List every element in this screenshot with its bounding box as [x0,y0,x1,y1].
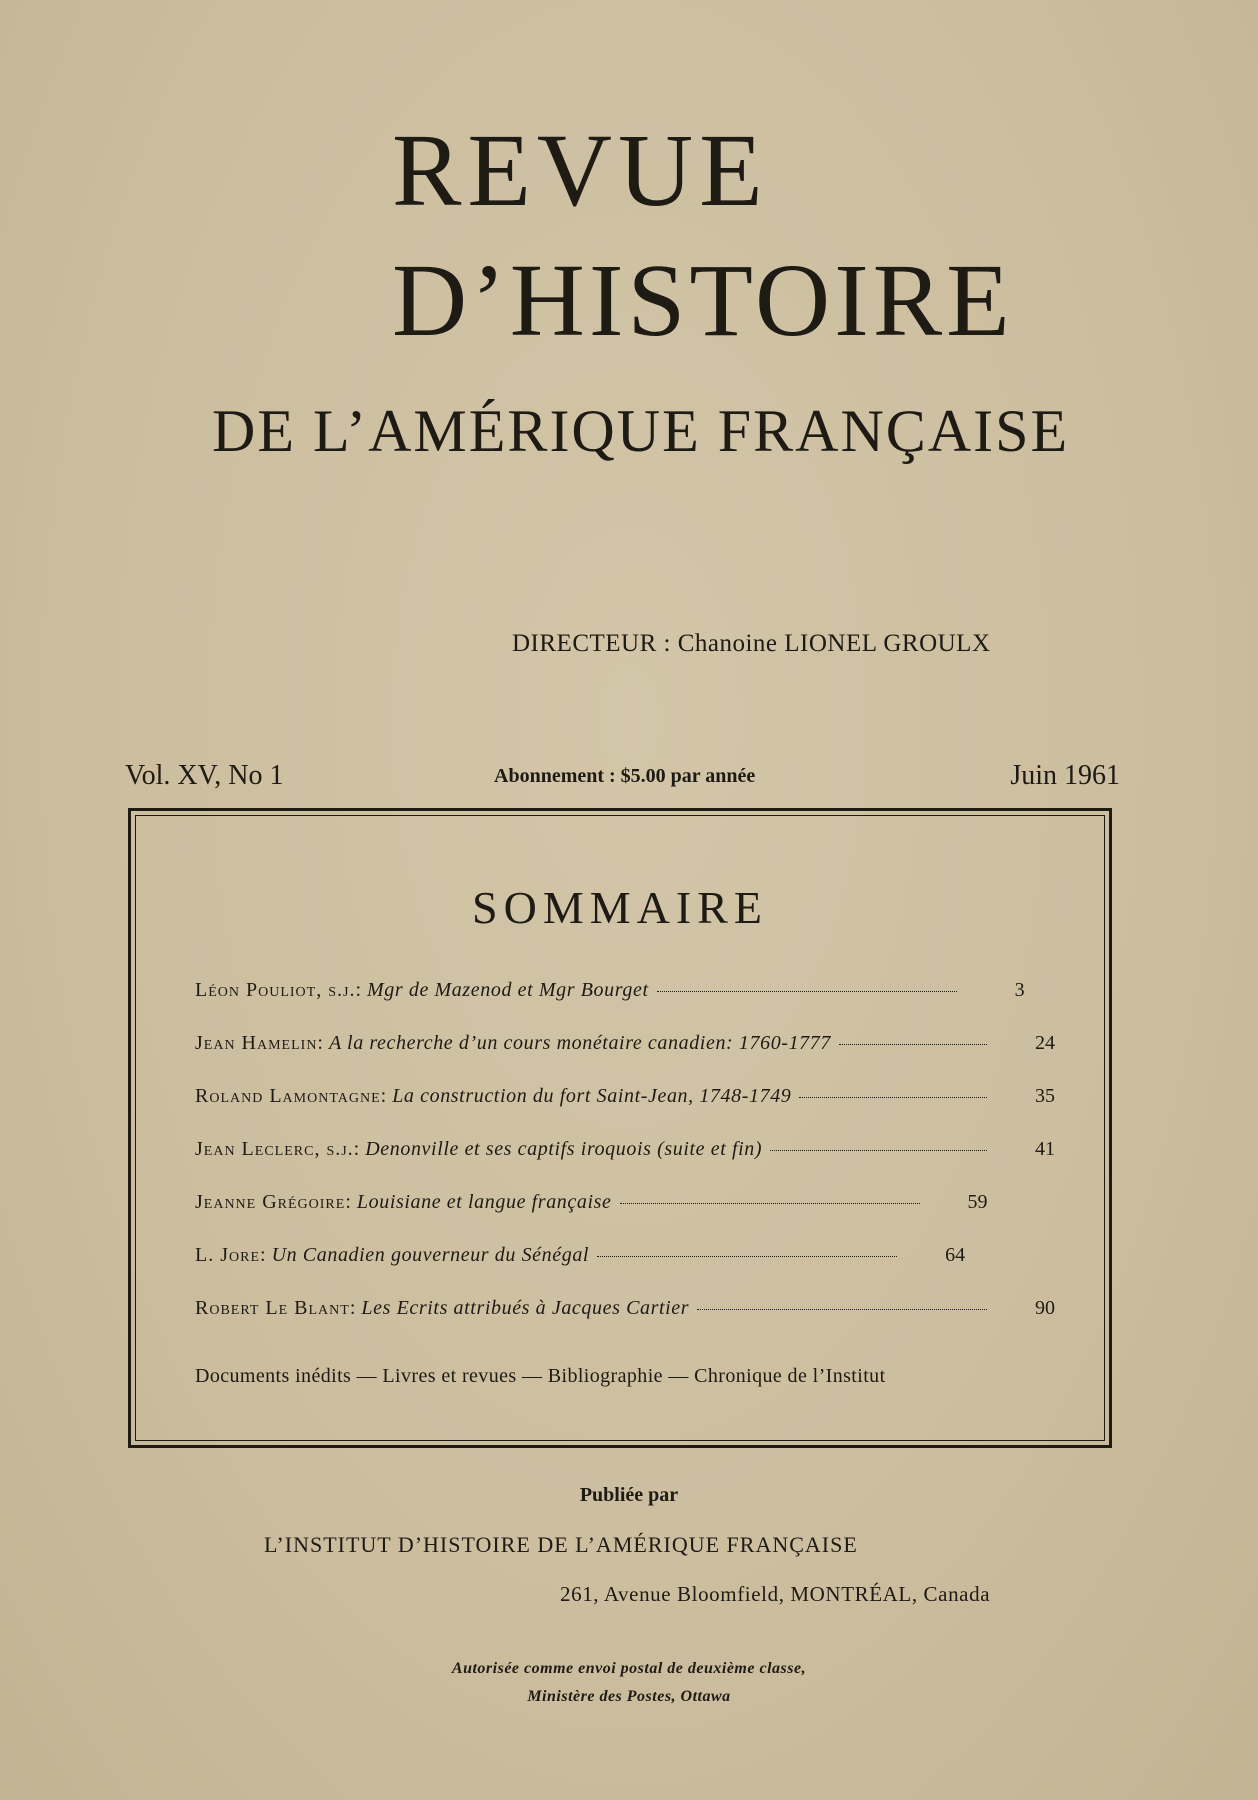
toc-author: Jean Hamelin: [195,1032,324,1054]
toc-entry [195,1297,1055,1350]
sommaire-heading: SOMMAIRE [472,882,768,933]
subscription-price: Abonnement : $5.00 par année [494,765,756,787]
toc-entry [195,979,1055,1032]
toc-entry [195,1085,1055,1138]
title-line-1: REVUE [392,113,769,228]
toc-page-number: 3 [1014,979,1025,1001]
toc-page-number: 35 [1035,1085,1055,1107]
leader-dots [657,991,957,992]
toc-article-title: Les Ecrits attribués à Jacques Cartier [361,1297,690,1319]
postal-notice-line-2: Ministère des Postes, Ottawa [527,1688,731,1705]
toc-article-title: Denonville et ses captifs iroquois (suite et fin) [365,1138,763,1160]
table-of-contents-box [128,808,1112,1448]
toc-entry [195,1244,1055,1297]
postal-notice-line-1: Autorisée comme envoi postal de deuxième classe, [451,1660,807,1677]
leader-dots [620,1203,920,1204]
toc-author: Léon Pouliot, s.j.: [195,979,362,1001]
toc-entry [195,1191,1055,1244]
volume-number: Vol. XV, No 1 [125,760,284,791]
toc-author: Jean Leclerc, s.j.: [195,1138,361,1160]
toc-article-title: Mgr de Mazenod et Mgr Bourget [367,979,649,1001]
toc-entry [195,1138,1055,1191]
director-line: DIRECTEUR : Chanoine LIONEL GROULX [512,630,991,657]
toc-page-number: 90 [1035,1297,1055,1319]
table-of-contents-list [195,979,1055,1350]
toc-author: Roland Lamontagne: [195,1085,388,1107]
issue-date: Juin 1961 [1010,760,1120,791]
toc-author: L. Jore: [195,1244,267,1266]
leader-dots [697,1309,987,1310]
toc-article-title: Un Canadien gouverneur du Sénégal [271,1244,590,1266]
toc-page-number: 64 [945,1244,966,1266]
published-by-label: Publiée par [579,1484,679,1506]
publisher-address: 261, Avenue Bloomfield, MONTRÉAL, Canada [560,1582,991,1606]
toc-author: Jeanne Grégoire: [195,1191,352,1213]
toc-entry [195,1032,1055,1085]
title-line-3: DE L’AMÉRIQUE FRANÇAISE [212,398,1070,464]
toc-article-title: Louisiane et langue française [356,1191,612,1213]
toc-author: Robert Le Blant: [195,1297,357,1319]
toc-page-number: 59 [967,1191,988,1213]
leader-dots [597,1256,897,1257]
leader-dots [839,1044,987,1045]
leader-dots [799,1097,987,1098]
leader-dots [770,1150,987,1151]
toc-page-number: 24 [1035,1032,1055,1054]
toc-article-title: A la recherche d’un cours monétaire canadien: 1760-1777 [329,1032,831,1054]
sections-list: Documents inédits — Livres et revues — Bibliographie — Chronique de l’Institut [195,1365,886,1387]
title-line-2: D’HISTOIRE [392,243,1014,358]
toc-article-title: La construction du fort Saint-Jean, 1748-1749 [392,1085,792,1107]
publisher-name: L’INSTITUT D’HISTOIRE DE L’AMÉRIQUE FRANÇAISE [264,1532,858,1557]
toc-page-number: 41 [1035,1138,1055,1160]
